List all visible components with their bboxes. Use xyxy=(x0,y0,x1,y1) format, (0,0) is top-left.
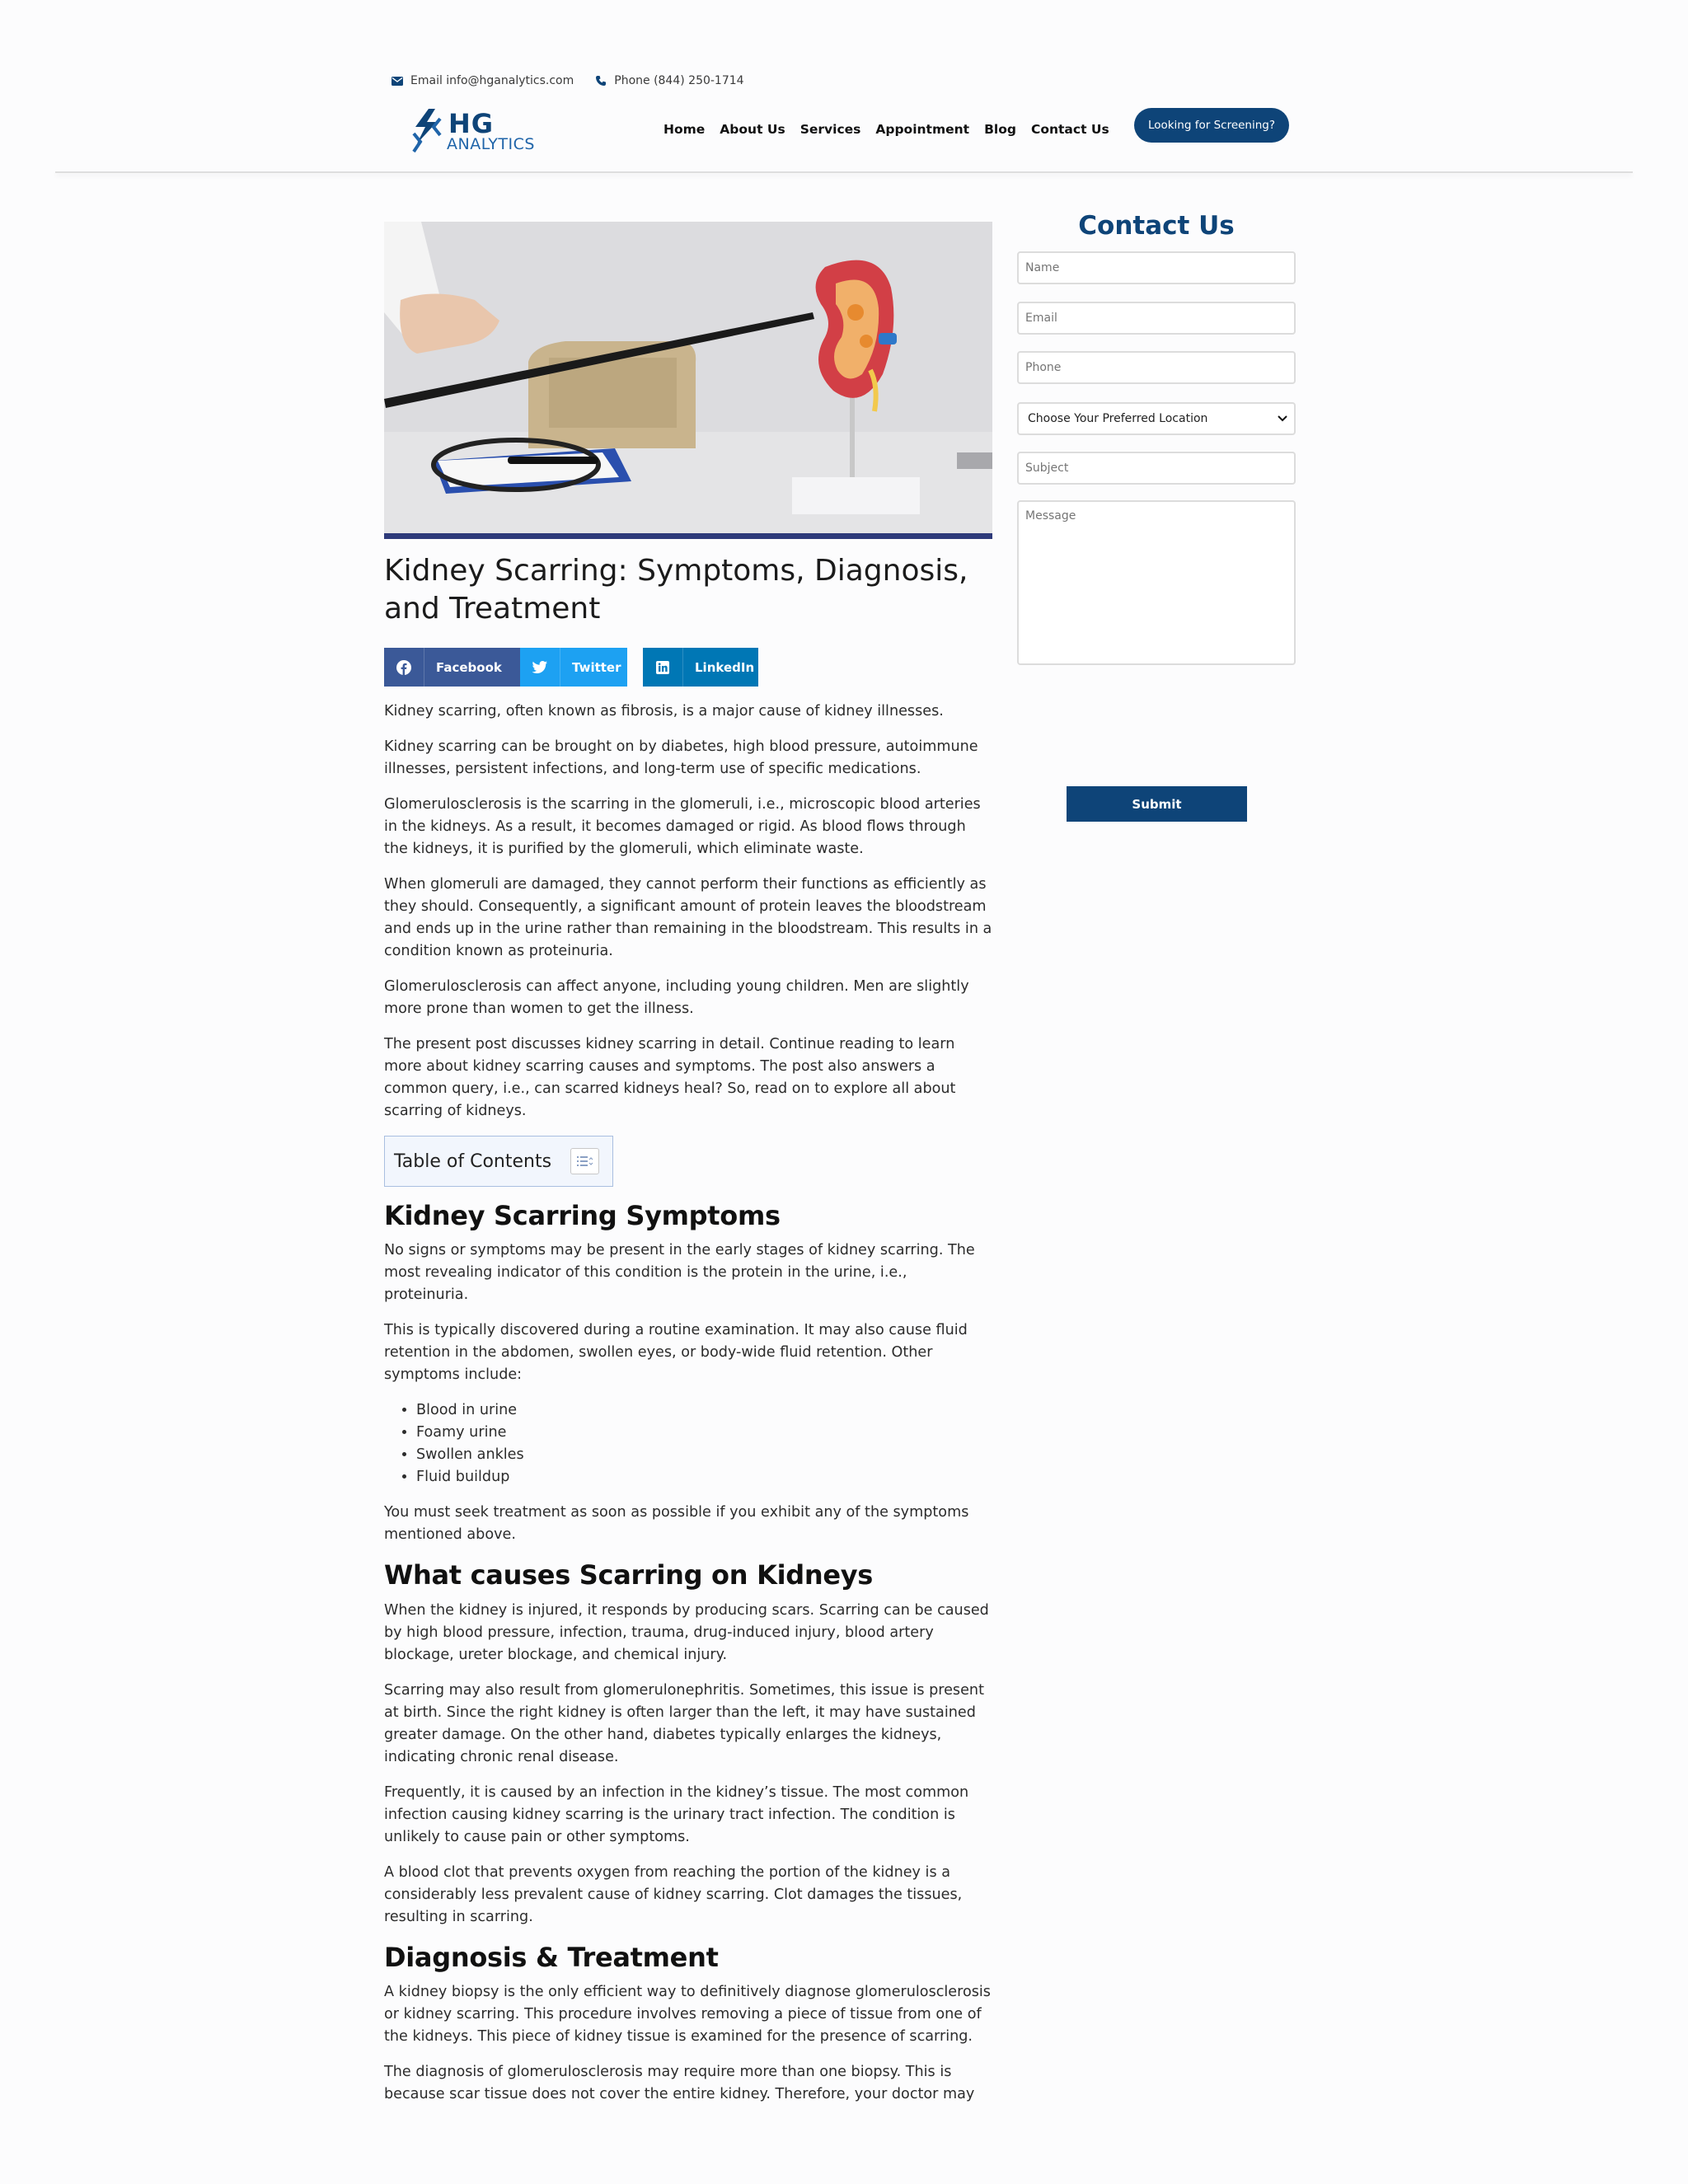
subject-field[interactable] xyxy=(1017,452,1296,485)
submit-button[interactable]: Submit xyxy=(1067,786,1247,822)
header-divider xyxy=(55,171,1633,173)
email-link[interactable] xyxy=(392,74,574,87)
table-of-contents[interactable] xyxy=(384,1136,613,1187)
envelope-icon xyxy=(392,77,403,86)
featured-image xyxy=(384,222,992,539)
nav-home[interactable]: Home xyxy=(663,122,706,137)
message-field[interactable] xyxy=(1017,500,1296,665)
paragraph: A blood clot that prevents oxygen from reaching the portion of the kidney is a considerably less prevalent cause of kidney scarring. Clot damages the tissues, resulting in scarring. xyxy=(384,1863,963,1925)
email-text: Email info@hganalytics.com xyxy=(410,74,574,87)
paragraph: Glomerulosclerosis is the scarring in the glomeruli, i.e., microscopic blood arteries in the kidneys. As a result, it becomes damaged or rigid. As blood flows through the kidneys, it is purified by the glomeruli, which eliminate waste. xyxy=(384,796,981,857)
phone-text: Phone (844) 250-1714 xyxy=(614,74,744,87)
phone-field[interactable] xyxy=(1017,351,1296,384)
paragraph: Kidney scarring can be brought on by diabetes, high blood pressure, autoimmune illnesses, persistent infections, and long-term use of specific medications. xyxy=(384,738,978,777)
section-heading: Kidney Scarring Symptoms xyxy=(384,1200,781,1231)
screening-cta-button[interactable]: Looking for Screening? xyxy=(1134,108,1289,143)
article-body xyxy=(384,701,994,2119)
paragraph: This is typically discovered during a routine examination. It may also cause fluid retention in the abdomen, swollen eyes, or body-wide fluid retention. Other symptoms include: xyxy=(384,1322,968,1384)
paragraph: When glomeruli are damaged, they cannot perform their functions as efficiently as they should. Consequently, a significant amount of protein leaves the bloodstream and ends up in the urine rather than remaining in the bloodstream. This results in a condition known as proteinuria. xyxy=(384,876,992,959)
paragraph: The present post discusses kidney scarring in detail. Continue reading to learn more about kidney scarring causes and symptoms. The post also answers a common query, i.e., can scarred kidneys heal? So, read on to explore all about scarring of kidneys. xyxy=(384,1036,956,1119)
chevron-down-icon xyxy=(1278,415,1287,422)
paragraph: No signs or symptoms may be present in the early stages of kidney scarring. The most revealing indicator of this condition is the protein in the urine, i.e., proteinuria. xyxy=(384,1242,975,1304)
main-nav xyxy=(663,122,1109,137)
list-icon xyxy=(577,1155,593,1167)
nav-services[interactable]: Services xyxy=(799,122,861,137)
facebook-icon xyxy=(384,648,424,687)
list-item: • Swollen ankles xyxy=(416,1444,994,1466)
paragraph: When the kidney is injured, it responds by producing scars. Scarring can be caused by high blood pressure, infection, trauma, drug-induced injury, blood artery blockage, ureter blockage, and chemical injury. xyxy=(384,1601,989,1663)
section-heading: What causes Scarring on Kidneys xyxy=(384,1559,874,1591)
paragraph: Scarring may also result from glomerulonephritis. Sometimes, this issue is present at birth. Since the right kidney is often larger than the left, it may have sustained greater damage. On the other hand, diabetes typically enlarges the kidneys, indicating chronic renal disease. xyxy=(384,1681,984,1765)
share-linkedin-label: LinkedIn xyxy=(695,659,755,675)
share-twitter-button[interactable] xyxy=(520,648,627,687)
paragraph: Glomerulosclerosis can affect anyone, including young children. Men are slightly more prone than women to get the illness. xyxy=(384,978,969,1017)
paragraph: A kidney biopsy is the only efficient way to definitively diagnose glomerulosclerosis or kidney scarring. This procedure involves removing a piece of tissue from one of the kidneys. This piece of kidney tissue is examined for the presence of scarring. xyxy=(384,1984,991,2046)
phone-icon xyxy=(595,75,607,87)
name-field[interactable] xyxy=(1017,251,1296,284)
toc-toggle-button[interactable] xyxy=(570,1148,599,1174)
share-twitter-label: Twitter xyxy=(572,659,621,675)
site-logo[interactable] xyxy=(412,107,544,157)
paragraph: Frequently, it is caused by an infection in the kidney’s tissue. The most common infection causing kidney scarring is the urinary tract infection. The condition is unlikely to cause pain or other symptoms. xyxy=(384,1783,969,1845)
nav-blog[interactable]: Blog xyxy=(984,122,1016,137)
post-title: Kidney Scarring: Symptoms, Diagnosis, and Treatment xyxy=(384,554,968,626)
paragraph: Kidney scarring, often known as fibrosis, is a major cause of kidney illnesses. xyxy=(384,703,944,719)
share-facebook-label: Facebook xyxy=(436,659,502,675)
symptom-list xyxy=(384,1399,994,1488)
location-select[interactable] xyxy=(1017,402,1296,435)
linkedin-icon xyxy=(643,648,683,687)
nav-about-us[interactable]: About Us xyxy=(720,122,785,137)
nav-contact-us[interactable]: Contact Us xyxy=(1030,122,1109,137)
share-facebook-button[interactable] xyxy=(384,648,520,687)
logo-wordmark: HG xyxy=(448,108,495,139)
twitter-icon xyxy=(520,648,560,687)
paragraph: The diagnosis of glomerulosclerosis may require more than one biopsy. This is because scar tissue does not cover the entire kidney. Therefore, your doctor may xyxy=(384,2064,975,2103)
nav-appointment[interactable]: Appointment xyxy=(875,122,970,137)
list-item: • Blood in urine xyxy=(416,1399,994,1422)
list-item: • Fluid buildup xyxy=(416,1466,994,1488)
logo-mark-icon xyxy=(412,109,442,155)
phone-link[interactable] xyxy=(595,74,743,87)
paragraph: You must seek treatment as soon as possible if you exhibit any of the symptoms mentioned above. xyxy=(384,1504,969,1544)
image-accent-bar xyxy=(384,533,992,539)
email-field[interactable] xyxy=(1017,302,1296,335)
section-heading: Diagnosis & Treatment xyxy=(384,1941,719,1973)
toc-title: Table of Contents xyxy=(394,1151,552,1172)
logo-subtitle: ANALYTICS xyxy=(447,135,535,153)
contact-title: Contact Us xyxy=(1078,211,1235,241)
kidney-model-illustration xyxy=(384,222,992,539)
top-contact-bar xyxy=(392,71,744,91)
list-item: • Foamy urine xyxy=(416,1422,994,1444)
location-select-value: Choose Your Preferred Location xyxy=(1028,412,1208,425)
share-linkedin-button[interactable] xyxy=(643,648,758,687)
